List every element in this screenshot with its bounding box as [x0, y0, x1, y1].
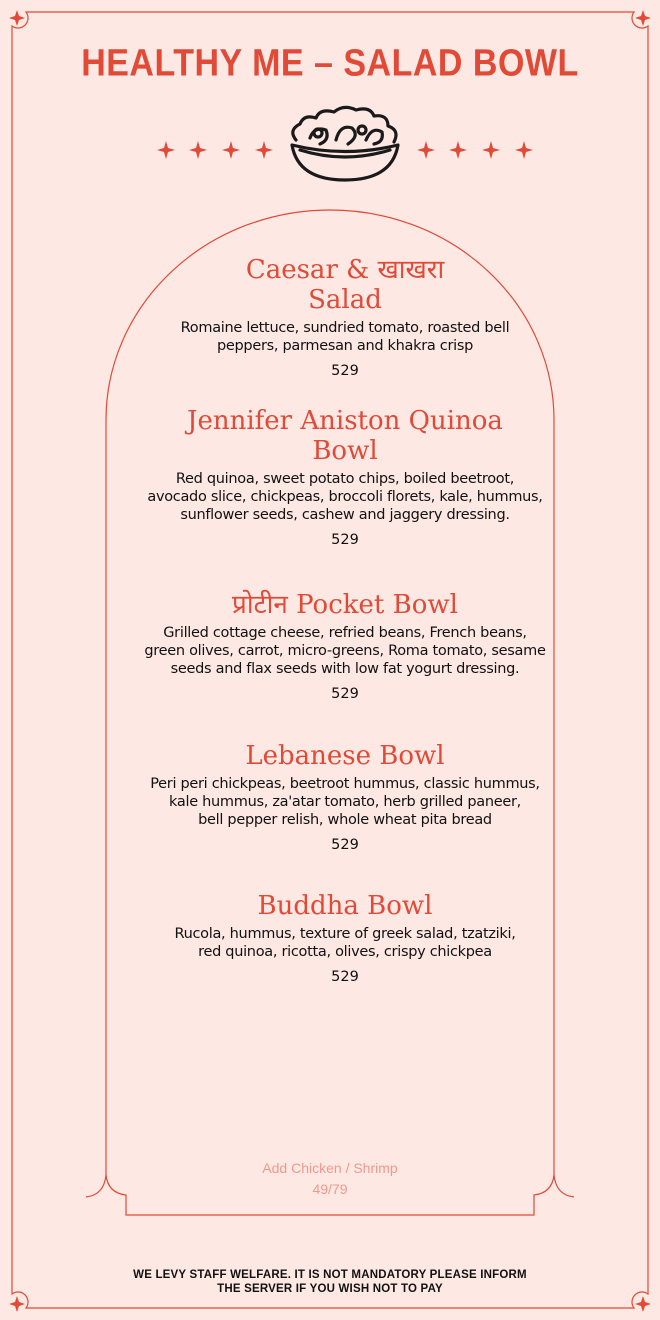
- menu-item: [120, 741, 570, 853]
- menu-title: HEALTHY ME – SALAD BOWL: [81, 41, 579, 85]
- item-name: Caesar & खाखरा Salad: [245, 255, 445, 315]
- corner-star-icon: [9, 10, 25, 26]
- item-description: Romaine lettuce, sundried tomato, roasted bell peppers, parmesan and khakra crisp: [180, 320, 510, 354]
- menu-item: [120, 406, 570, 548]
- item-description: Rucola, hummus, texture of greek salad, tzatziki, red quinoa, ricotta, olives, crispy chickpea: [174, 926, 516, 960]
- item-price: 529: [331, 686, 359, 702]
- menu-item: [120, 255, 570, 379]
- item-description: Red quinoa, sweet potato chips, boiled beetroot, avocado slice, chickpeas, broccoli florets, kale, hummus, sunflower seeds, cashew and jaggery dressing.: [147, 471, 543, 523]
- corner-star-icon: [9, 1296, 25, 1312]
- corner-star-icon: [635, 1296, 651, 1312]
- item-price: 529: [331, 969, 359, 985]
- item-price: 529: [331, 532, 359, 548]
- item-name: Buddha Bowl: [257, 891, 433, 921]
- addon-section: [0, 1158, 660, 1200]
- staff-welfare-notice: WE LEVY STAFF WELFARE. IT IS NOT MANDATORY PLEASE INFORM THE SERVER IF YOU WISH NOT TO PAY: [133, 1269, 527, 1295]
- item-name: Jennifer Aniston Quinoa Bowl: [187, 406, 503, 466]
- item-price: 529: [331, 363, 359, 379]
- menu-item: [120, 590, 570, 702]
- item-name: Lebanese Bowl: [245, 741, 445, 771]
- menu-item: [120, 891, 570, 985]
- salad-bowl-icon: [292, 107, 398, 180]
- item-description: Grilled cottage cheese, refried beans, French beans, green olives, carrot, micro-greens, Roma tomato, sesame seeds and flax seeds with low fat yogurt dressing.: [144, 625, 546, 677]
- item-description: Peri peri chickpeas, beetroot hummus, classic hummus, kale hummus, za'atar tomato, herb grilled paneer, bell pepper relish, whole wheat pita bread: [150, 776, 540, 828]
- addon-price: 49/79: [312, 1181, 348, 1197]
- corner-star-icon: [635, 10, 651, 26]
- item-name: प्रोटीन Pocket Bowl: [232, 590, 458, 620]
- addon-label: Add Chicken / Shrimp: [262, 1160, 398, 1176]
- item-price: 529: [331, 837, 359, 853]
- header-decoration: [0, 100, 660, 190]
